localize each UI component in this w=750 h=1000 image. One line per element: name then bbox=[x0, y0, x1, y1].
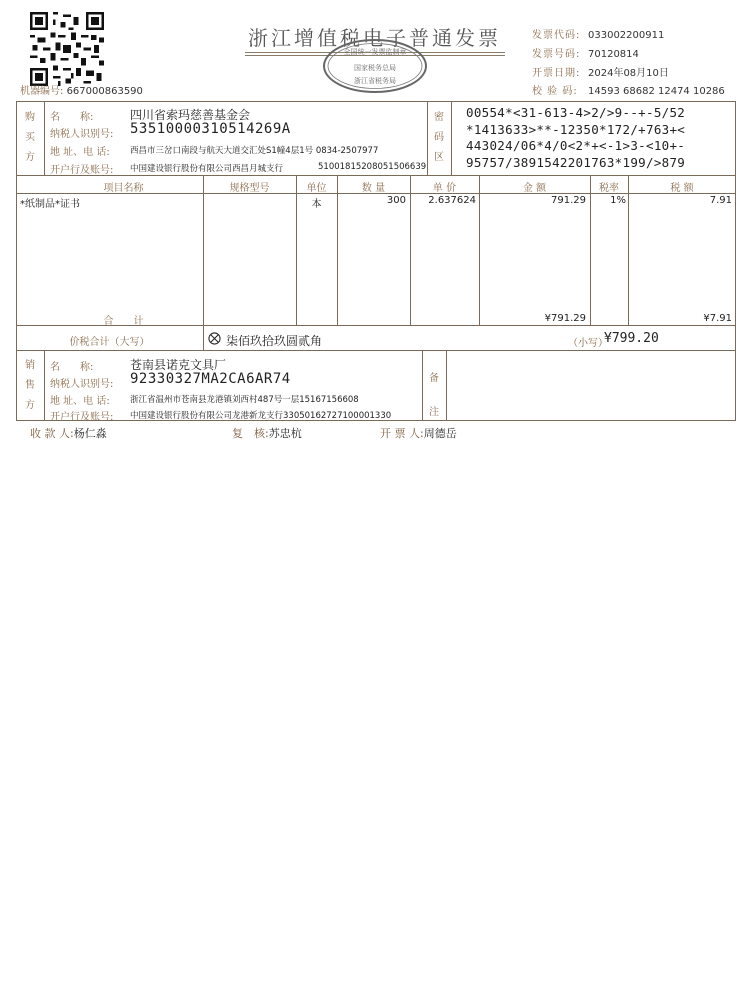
col-header-unit: 单位 bbox=[306, 183, 327, 194]
item-price: 2.637624 bbox=[428, 195, 476, 206]
cipher-line: 443024/06*4/0<2*+<-1>3-<10+- bbox=[466, 138, 686, 153]
drawer-label: 开 票 人: bbox=[380, 427, 424, 440]
buyer-side-divider bbox=[44, 101, 45, 175]
divider-total-bottom bbox=[16, 350, 736, 351]
cipher-line: 00554*<31-613-4>2/>9--+-5/52 bbox=[466, 105, 686, 120]
cipher-text bbox=[466, 105, 685, 171]
machine-number-row bbox=[20, 82, 143, 97]
grand-total-upper: 柒佰玖拾玖圆贰角 bbox=[226, 334, 323, 348]
remark-side-divider bbox=[446, 350, 447, 421]
col-header-name: 项目名称 bbox=[103, 183, 144, 194]
buyer-side-label: 购 买 方 bbox=[25, 112, 35, 163]
drawer-row bbox=[380, 425, 457, 441]
cipher-line: 95757/3891542201763*199/>879 bbox=[466, 154, 686, 170]
invoice-code-label: 发票代码: bbox=[532, 30, 581, 41]
invoice-number-row bbox=[532, 45, 639, 60]
col-header-qty: 数 量 bbox=[361, 183, 386, 194]
item-qty: 300 bbox=[386, 195, 406, 206]
reviewer-label: 复 核: bbox=[232, 427, 269, 440]
reviewer-name: 苏忠杭 bbox=[268, 427, 302, 440]
qr-code bbox=[30, 12, 104, 86]
seller-addr: 浙江省温州市苍南县龙港镇刘西村487号一层15167156608 bbox=[130, 395, 359, 405]
grand-total-label: 价税合计（大写） bbox=[69, 337, 150, 348]
seller-side-label: 销 售 方 bbox=[25, 360, 35, 411]
invoice-date: 2024年08月10日 bbox=[588, 68, 669, 79]
total-tax: ¥7.91 bbox=[703, 313, 732, 324]
invoice-number-label: 发票号码: bbox=[532, 49, 581, 60]
buyer-addr-label: 地 址、电 话: bbox=[50, 147, 110, 158]
circle-x-icon bbox=[208, 332, 221, 345]
total-divider bbox=[203, 325, 204, 350]
seal-text-2: 国家税务总局 bbox=[354, 64, 396, 72]
item-name: *纸制品*证书 bbox=[20, 199, 80, 210]
remark-side-label: 备 注 bbox=[429, 373, 439, 418]
seller-side-divider bbox=[44, 350, 45, 421]
cipher-line: *1413633>**-12350*172/+763+< bbox=[466, 121, 686, 137]
drawer-name: 周德岳 bbox=[423, 427, 457, 440]
col-header-rate: 税率 bbox=[599, 183, 619, 194]
col-header-amount: 金 额 bbox=[522, 183, 547, 194]
col-header-price: 单 价 bbox=[432, 183, 457, 194]
col-header-tax: 税 额 bbox=[670, 183, 694, 194]
seller-tax-label: 纳税人识别号: bbox=[50, 379, 114, 390]
payee-row bbox=[30, 425, 107, 441]
item-tax: 7.91 bbox=[709, 195, 732, 206]
reviewer-row bbox=[232, 425, 302, 441]
seller-bank: 中国建设银行股份有限公司龙港新龙支行33050162727100001330 bbox=[130, 411, 392, 421]
invoice-title: 浙江增值税电子普通发票 bbox=[248, 26, 501, 50]
seller-name: 苍南县诺克文具厂 bbox=[130, 358, 227, 372]
invoice-date-label: 开票日期: bbox=[532, 68, 581, 79]
seller-bank-label: 开户行及账号: bbox=[50, 412, 114, 423]
payee-label: 收 款 人: bbox=[30, 427, 74, 440]
cipher-side-divider bbox=[451, 101, 452, 175]
col-divider-1 bbox=[203, 175, 204, 325]
check-code-label: 校 验 码: bbox=[532, 86, 578, 97]
invoice-code-row bbox=[532, 26, 664, 41]
grand-total-lower-label: （小写） bbox=[568, 338, 608, 349]
seller-addr-label: 地 址、电 话: bbox=[50, 396, 110, 407]
check-code: 14593 68682 12474 10286 bbox=[588, 86, 725, 97]
buyer-addr: 西昌市三岔口南段与航天大道交汇处S1幢4层1号 0834-2507977 bbox=[130, 146, 379, 156]
grand-total-lower: ¥799.20 bbox=[604, 331, 659, 346]
invoice-date-row bbox=[532, 64, 669, 79]
cipher-side-label: 密 码 区 bbox=[434, 112, 444, 163]
total-label: 合 计 bbox=[103, 316, 144, 327]
machine-number-label: 机器编号: bbox=[20, 86, 64, 97]
buyer-tax-label: 纳税人识别号: bbox=[50, 129, 114, 140]
buyer-account: 51001815208051506639 bbox=[318, 162, 427, 172]
machine-number: 667000863590 bbox=[66, 86, 143, 97]
invoice-number: 70120814 bbox=[588, 49, 639, 60]
seal-text-1: 全国统一发票监制章 bbox=[343, 48, 407, 56]
col-header-spec: 规格型号 bbox=[229, 183, 270, 194]
total-amount: ¥791.29 bbox=[544, 313, 586, 324]
invoice-code: 033002200911 bbox=[588, 30, 665, 41]
item-amount: 791.29 bbox=[551, 195, 586, 206]
buyer-name: 四川省索玛慈善基金会 bbox=[130, 108, 251, 122]
buyer-bank-label: 开户行及账号: bbox=[50, 165, 114, 176]
buyer-tax-id: 53510000310514269A bbox=[130, 121, 291, 137]
check-code-row bbox=[532, 82, 725, 97]
item-unit: 本 bbox=[311, 199, 322, 210]
buyer-name-label: 名 称: bbox=[50, 112, 94, 123]
item-rate: 1% bbox=[610, 195, 626, 206]
seller-name-label: 名 称: bbox=[50, 362, 94, 373]
buyer-bank: 中国建设银行股份有限公司西昌月城支行 bbox=[130, 164, 284, 174]
seller-tax-id: 92330327MA2CA6AR74 bbox=[130, 371, 291, 387]
tax-seal bbox=[322, 38, 428, 94]
payee-name: 杨仁淼 bbox=[73, 427, 107, 440]
seal-text-3: 浙江省税务局 bbox=[354, 77, 396, 85]
